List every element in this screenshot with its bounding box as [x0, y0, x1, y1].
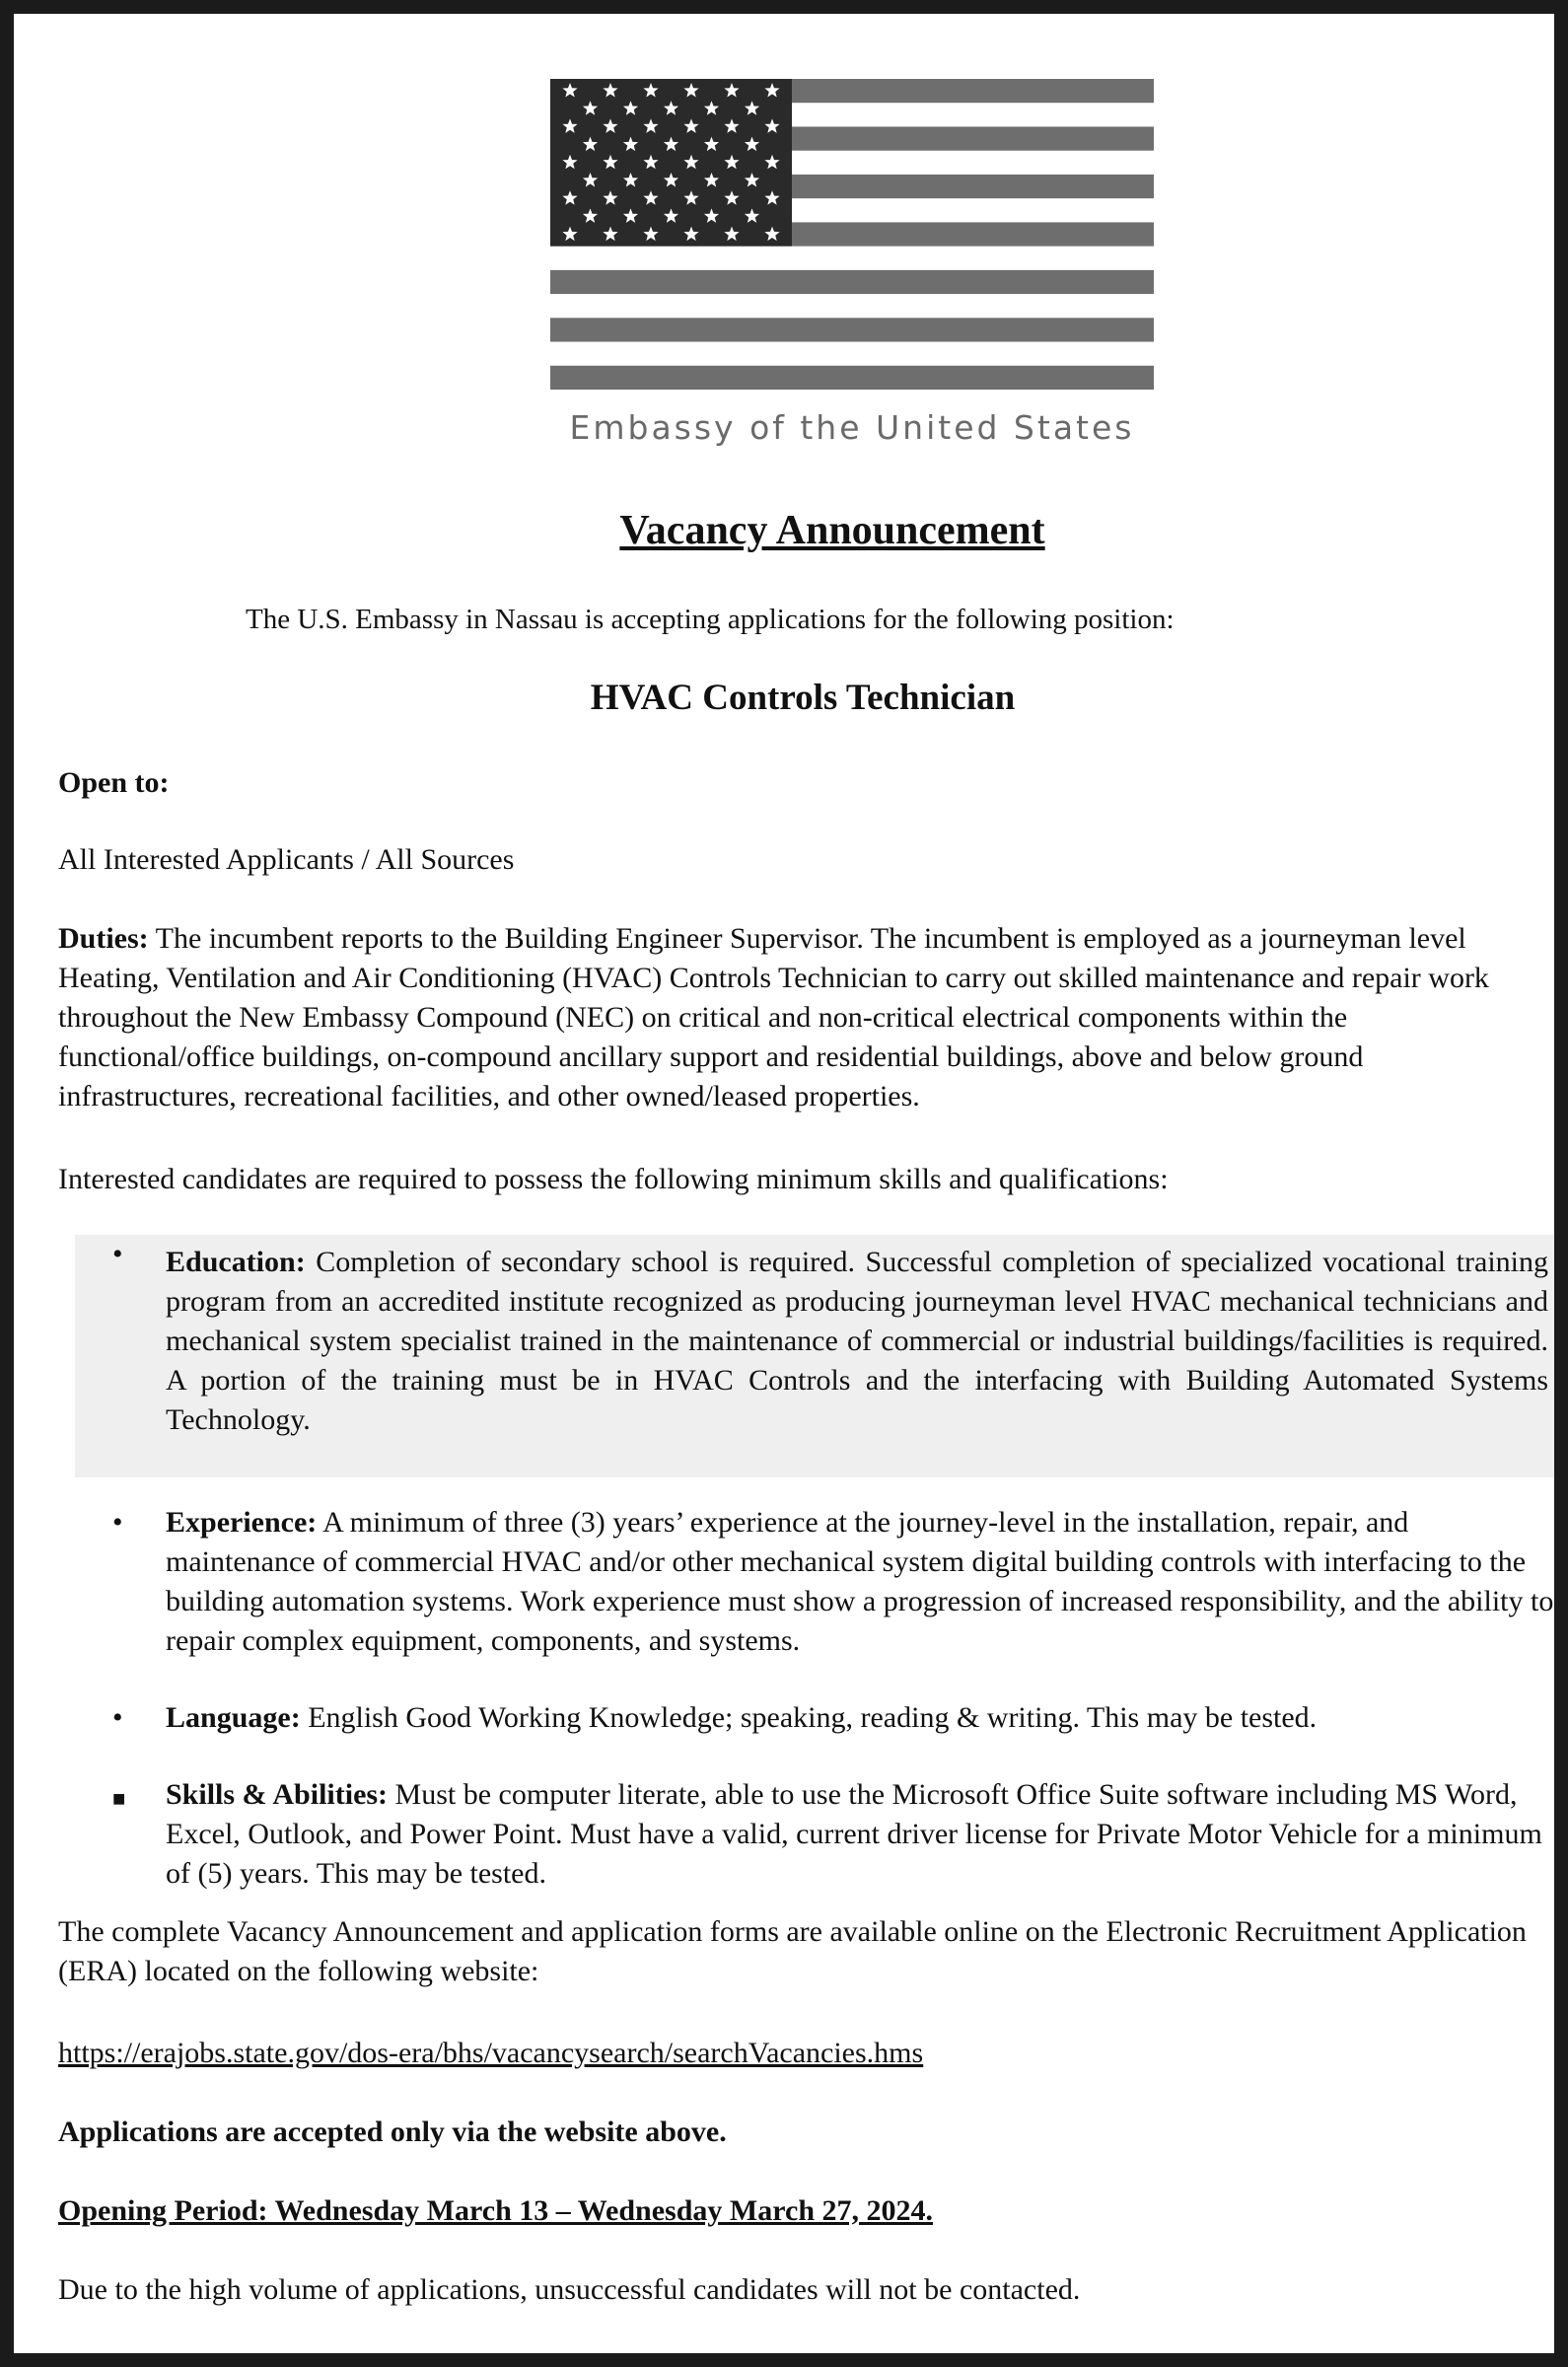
language-text: English Good Working Knowledge; speaking, reading & writing. This may be tested. — [300, 1701, 1318, 1734]
education-label: Education: — [166, 1246, 306, 1278]
skills-label: Skills & Abilities: — [166, 1778, 389, 1811]
page-title: Vacancy Announcement — [619, 508, 1045, 553]
era-website-link[interactable]: https://erajobs.state.gov/dos-era/bhs/vacancysearch/searchVacancies.hms — [58, 2037, 924, 2069]
experience-text: A minimum of three (3) years’ experience at the journey-level in the installation, repair, and maintenance of commercial HVAC and/or other mechanical system digital building controls with interfacing to the building automation systems. Work experience must show a progression of increased responsibility, and the ability to repair complex equipment, components, and systems. — [166, 1506, 1554, 1657]
list-item-education — [75, 1235, 1554, 1477]
disclaimer-text: Due to the high volume of applications, unsuccessful candidates will not be contacted. — [58, 2273, 1081, 2306]
duties-label: Duties: — [58, 922, 149, 955]
application-info: The complete Vacancy Announcement and application forms are available online on the Electronic Recruitment Application (ERA) located on the following website: — [58, 1915, 1527, 1987]
announcement-page — [14, 14, 1554, 2353]
position-title: HVAC Controls Technician — [590, 678, 1016, 718]
duties-text: The incumbent reports to the Building Engineer Supervisor. The incumbent is employed as a journeyman level Heating, Ventilation and Air Conditioning (HVAC) Controls Technician to carry out skilled maintenance and repair work throughout the New Embassy Compound (NEC) on critical and non-critical electrical components within the functional/office buildings, on-compound ancillary support and residential buildings, above and below ground infrastructures, recreational facilities, and other owned/leased properties. — [58, 922, 1489, 1112]
us-flag-logo — [550, 79, 1154, 390]
square-bullet-icon: ■ — [112, 1786, 126, 1811]
flag-stripe — [550, 318, 1154, 341]
list-item-skills — [75, 1775, 1554, 1894]
qualifications-intro: Interested candidates are required to possess the following minimum skills and qualifications: — [58, 1163, 1169, 1195]
applications-note: Applications are accepted only via the website above. — [58, 2116, 727, 2148]
duties-paragraph — [58, 919, 1537, 1116]
list-item-language — [75, 1698, 1554, 1738]
flag-stripe — [550, 270, 1154, 294]
bullet-icon: • — [112, 1506, 123, 1539]
skills-text: Must be computer literate, able to use the Microsoft Office Suite software including MS Word, Excel, Outlook, and Power Point. Must have a valid, current driver license for Private Motor Vehicle for a minimum of (5) years. This may be tested. — [166, 1778, 1542, 1890]
experience-label: Experience: — [166, 1506, 318, 1539]
flag-icon — [550, 79, 1154, 390]
intro-text: The U.S. Embassy in Nassau is accepting applications for the following position: — [246, 604, 1175, 635]
list-item-experience — [75, 1503, 1554, 1661]
bullet-icon: • — [112, 1238, 123, 1270]
education-text: Completion of secondary school is required. Successful completion of specialized vocational training program from an accredited institute recognized as producing journeyman level HVAC mechanical technicians and mechanical system specialist trained in the maintenance of commercial or industrial buildings/facilities is required. A portion of the training must be in HVAC Controls and the interfacing with Building Automated Systems Technology. — [166, 1246, 1548, 1436]
open-to-value: All Interested Applicants / All Sources — [58, 843, 515, 876]
embassy-logo-text: Embassy of the United States — [569, 408, 1135, 447]
open-to-label: Open to: — [58, 766, 170, 799]
language-label: Language: — [166, 1701, 301, 1734]
bullet-icon: • — [112, 1701, 123, 1734]
qualifications-list — [75, 1235, 1554, 1894]
opening-period: Opening Period: Wednesday March 13 – Wednesday March 27, 2024. — [58, 2194, 934, 2227]
flag-stripe — [550, 366, 1154, 390]
